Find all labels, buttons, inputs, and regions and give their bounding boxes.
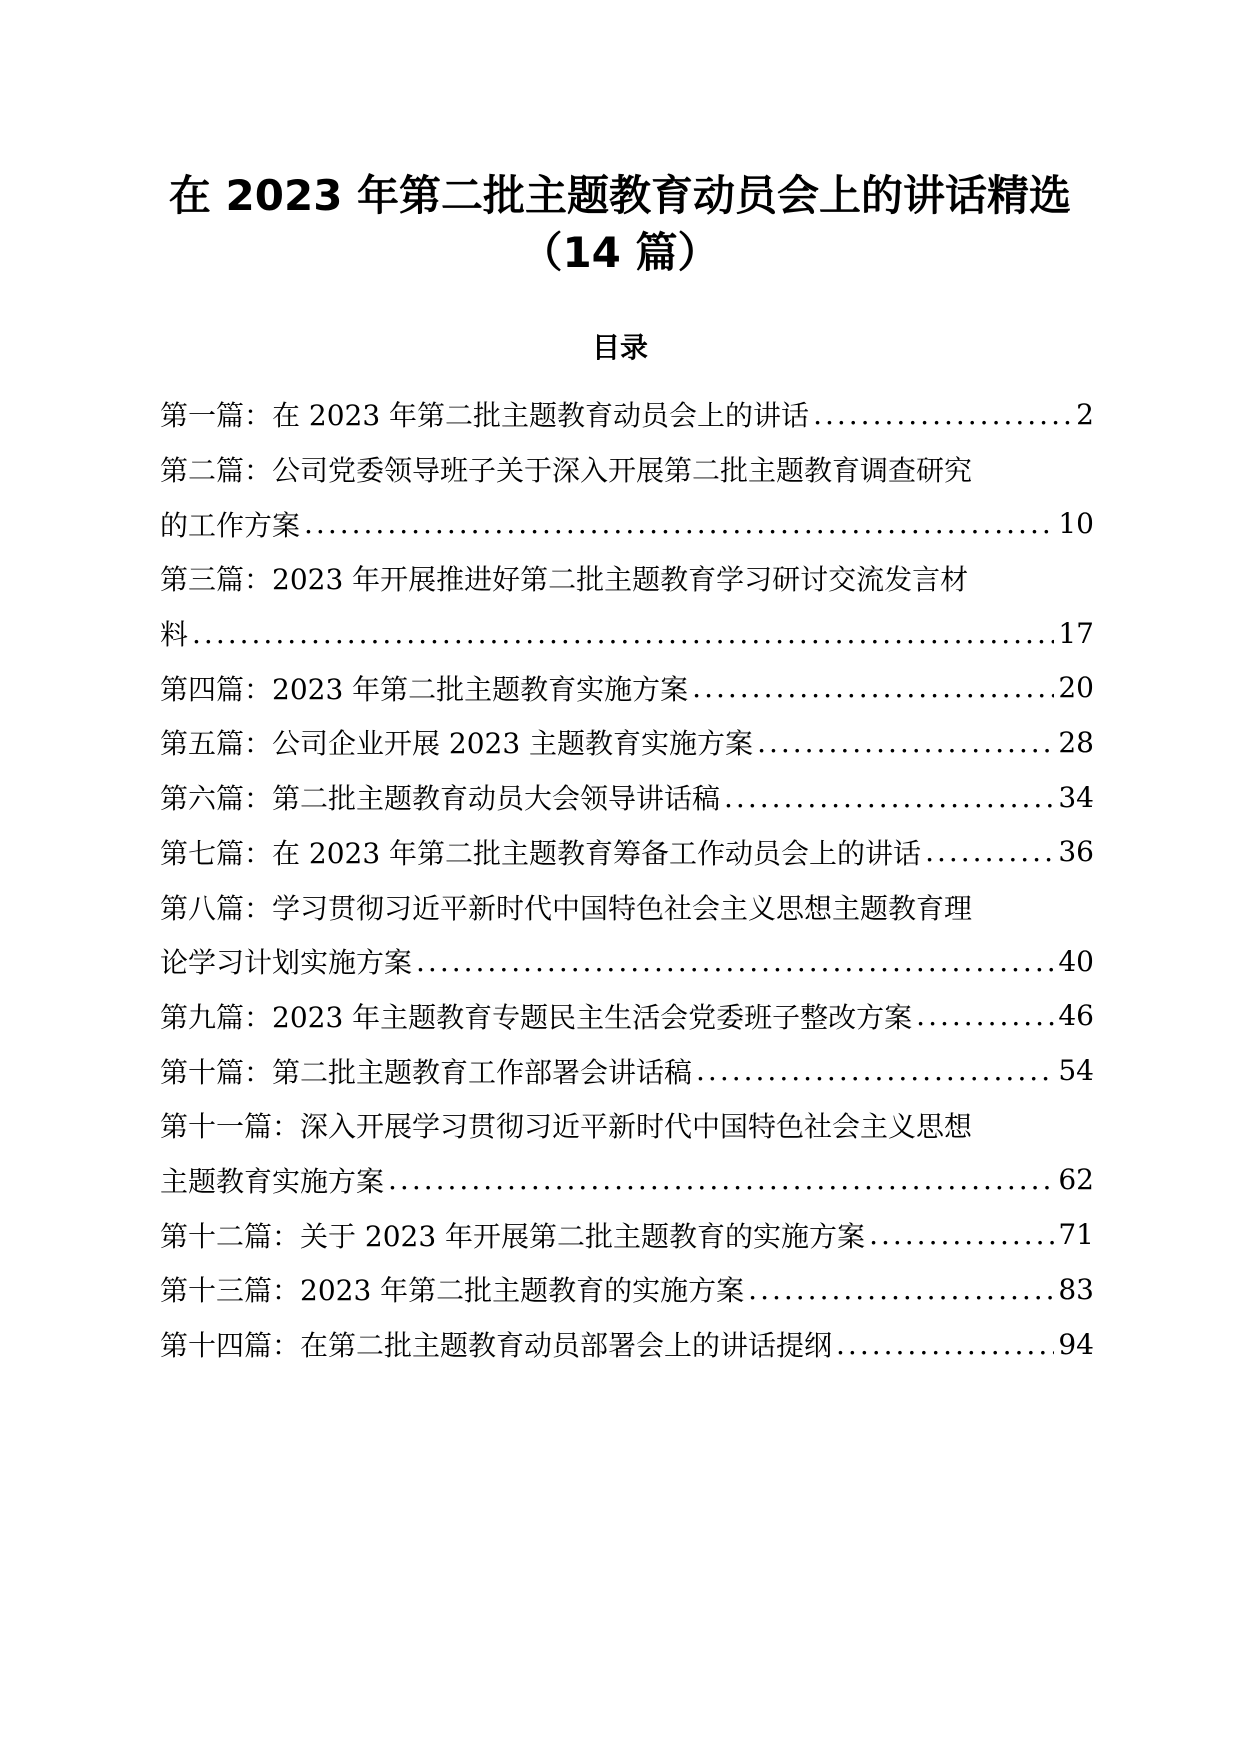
toc-page-number: 62: [1058, 1163, 1094, 1197]
toc-page-number: 94: [1058, 1327, 1094, 1361]
toc-entry-title: 料: [160, 618, 189, 652]
toc-entry-line: [160, 770, 1094, 825]
toc-page-number: 71: [1058, 1218, 1094, 1252]
toc-entry[interactable]: [160, 1207, 1094, 1262]
toc-entry[interactable]: [160, 715, 1094, 770]
toc-entry[interactable]: [160, 660, 1094, 715]
toc-entry-line: [160, 551, 1094, 606]
toc-leader-dots: [925, 835, 1054, 868]
toc-leader-dots: [748, 1273, 1054, 1306]
toc-entry-line: [160, 1207, 1094, 1262]
toc-entry-line: [160, 879, 1094, 934]
toc-page-number: 20: [1058, 671, 1094, 705]
toc-entry-title: 论学习计划实施方案: [160, 946, 413, 980]
toc-leader-dots: [916, 999, 1054, 1032]
toc-leader-dots: [869, 1218, 1054, 1251]
toc-leader-dots: [836, 1328, 1054, 1361]
toc-leader-dots: [416, 945, 1054, 978]
toc-page-number: 36: [1058, 835, 1094, 869]
toc-entry-title: 第八篇：学习贯彻习近平新时代中国特色社会主义思想主题教育理: [160, 891, 973, 925]
toc-page-number: 54: [1058, 1054, 1094, 1088]
toc-entry-title: 第六篇：第二批主题教育动员大会领导讲话稿: [160, 782, 721, 816]
toc-entry-line: [160, 715, 1094, 770]
toc-entry[interactable]: [160, 442, 1094, 551]
toc-entry[interactable]: [160, 1043, 1094, 1098]
toc-leader-dots: [757, 726, 1054, 759]
toc-leader-dots: [696, 1054, 1054, 1087]
toc-entry[interactable]: [160, 989, 1094, 1044]
toc-entry-line: [160, 934, 1094, 989]
toc-leader-dots: [192, 617, 1054, 650]
toc-entry[interactable]: [160, 387, 1094, 442]
toc-entry[interactable]: [160, 1098, 1094, 1207]
toc-entry-title: 第五篇：公司企业开展 2023 主题教育实施方案: [160, 727, 754, 761]
toc-entry-title: 第二篇：公司党委领导班子关于深入开展第二批主题教育调查研究: [160, 454, 973, 488]
document-title-line-1: 在 2023 年第二批主题教育动员会上的讲话精选: [168, 171, 1072, 220]
toc-entry-line: [160, 606, 1094, 661]
toc-entry-line: [160, 442, 1094, 497]
toc-entry-line: [160, 1098, 1094, 1153]
toc-leader-dots: [724, 781, 1054, 814]
toc-entry-line: [160, 1262, 1094, 1317]
document-title-line-2: （14 篇）: [520, 228, 720, 277]
toc-leader-dots: [813, 398, 1072, 431]
toc-entry[interactable]: [160, 551, 1094, 660]
toc-heading: 目录: [591, 331, 648, 364]
toc-page-number: 10: [1058, 507, 1094, 541]
toc-entry-line: [160, 496, 1094, 551]
toc-entry-title: 第四篇：2023 年第二批主题教育实施方案: [160, 672, 689, 706]
toc-entry[interactable]: [160, 879, 1094, 988]
toc-entry-title: 第十四篇：在第二批主题教育动员部署会上的讲话提纲: [160, 1329, 833, 1363]
toc-entry-line: [160, 660, 1094, 715]
toc-entry-line: [160, 1043, 1094, 1098]
toc-entry-title: 第一篇：在 2023 年第二批主题教育动员会上的讲话: [160, 399, 810, 433]
toc-page-number: 46: [1058, 999, 1094, 1033]
toc-entry-title: 第十篇：第二批主题教育工作部署会讲话稿: [160, 1055, 693, 1089]
toc-leader-dots: [304, 507, 1054, 540]
toc-entry-line: [160, 387, 1094, 442]
toc-entry-line: [160, 825, 1094, 880]
toc-entry-line: [160, 1153, 1094, 1208]
toc-page-number: 2: [1076, 397, 1094, 431]
toc-leader-dots: [692, 671, 1054, 704]
toc-entry-title: 第十三篇：2023 年第二批主题教育的实施方案: [160, 1274, 745, 1308]
toc-entry-title: 第七篇：在 2023 年第二批主题教育筹备工作动员会上的讲话: [160, 836, 922, 870]
table-of-contents: [160, 387, 1094, 1371]
toc-entry[interactable]: [160, 770, 1094, 825]
toc-entry-title: 第九篇：2023 年主题教育专题民主生活会党委班子整改方案: [160, 1000, 913, 1034]
toc-entry-title: 主题教育实施方案: [160, 1164, 385, 1198]
toc-entry-title: 第十一篇：深入开展学习贯彻习近平新时代中国特色社会主义思想: [160, 1110, 973, 1144]
toc-entry[interactable]: [160, 825, 1094, 880]
toc-leader-dots: [388, 1163, 1054, 1196]
toc-page-number: 28: [1058, 725, 1094, 759]
toc-entry[interactable]: [160, 1262, 1094, 1317]
toc-entry-title: 的工作方案: [160, 508, 301, 542]
toc-page-number: 40: [1058, 944, 1094, 978]
toc-page-number: 83: [1058, 1272, 1094, 1306]
toc-entry-line: [160, 1317, 1094, 1372]
toc-entry-title: 第三篇：2023 年开展推进好第二批主题教育学习研讨交流发言材: [160, 563, 969, 597]
toc-entry-line: [160, 989, 1094, 1044]
toc-page-number: 34: [1058, 780, 1094, 814]
toc-entry[interactable]: [160, 1317, 1094, 1372]
toc-page-number: 17: [1058, 616, 1094, 650]
toc-entry-title: 第十二篇：关于 2023 年开展第二批主题教育的实施方案: [160, 1219, 866, 1253]
